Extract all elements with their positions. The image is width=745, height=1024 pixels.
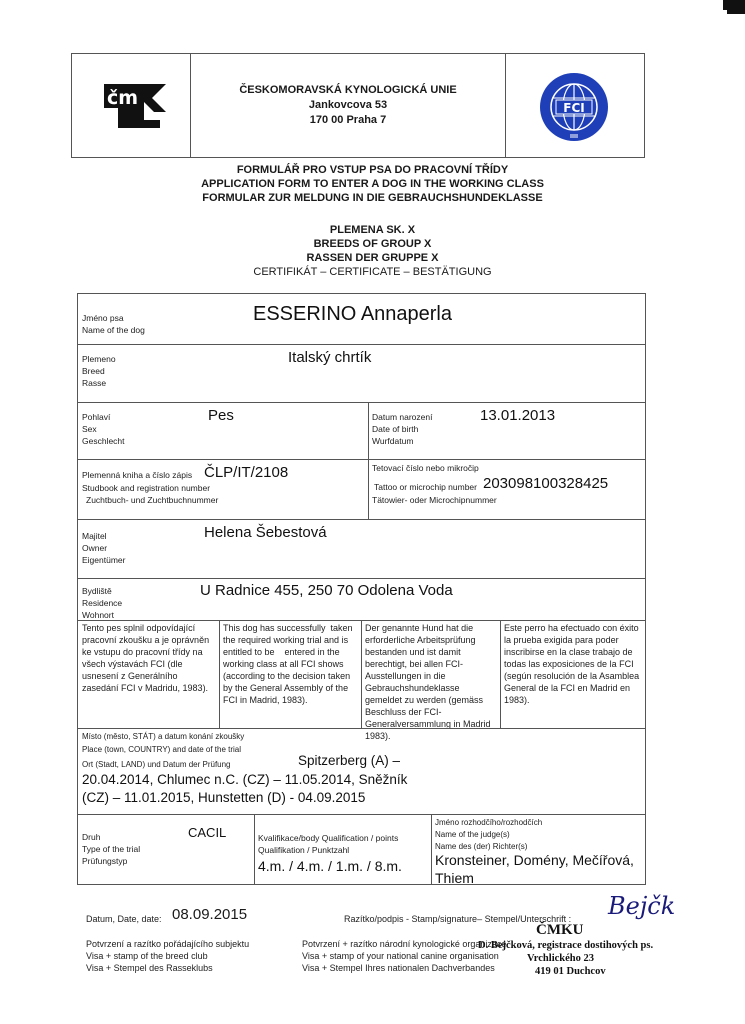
date-value: 08.09.2015 xyxy=(172,906,248,923)
main-form-table xyxy=(77,293,646,885)
national-org-visa-block: Potvrzení + razítko národní kynologické organizace Visa + stamp of your national canine organisation Visa + Stempel Ihres nationalen Dachverbandes xyxy=(302,939,507,973)
breed-row xyxy=(78,344,645,402)
trial-place-label-cz: Místo (město, STÁT) a datum konání zkoušky xyxy=(82,732,245,741)
residence-labels: Bydliště Residence Wohnort xyxy=(82,586,123,620)
group-en: BREEDS OF GROUP X xyxy=(313,238,432,250)
declaration-es: Este perro ha efectuado con éxito la prueba exigida para poder inscribirse en la clase trabajo de todas las exposiciones de la FCI (según resolución de la Asamblea General de la FCI en Madrid en 1983). xyxy=(504,623,640,705)
owner-labels: Majitel Owner Eigentümer xyxy=(82,531,126,565)
qualification-label-2: Qualifikation / Punktzahl xyxy=(258,845,350,855)
header-right-cell xyxy=(506,54,644,157)
stamp-line3: 419 01 Duchcov xyxy=(535,966,606,977)
studbook-chip-row xyxy=(78,459,645,519)
certificate-title: CERTIFIKÁT – CERTIFICATE – BESTÄTIGUNG xyxy=(253,266,492,278)
sex-labels: Pohlaví Sex Geschlecht xyxy=(82,412,125,446)
scan-corner-mark xyxy=(727,0,745,14)
stamp-signature-label: Razítko/podpis - Stamp/signature– Stempel/Unterschrift : xyxy=(344,914,572,924)
stamp-line2: Vrchlického 23 xyxy=(527,953,594,964)
trial-type-labels: Druh Type of the trial Prüfungstyp xyxy=(82,832,141,866)
trial-type-value: CACIL xyxy=(188,825,227,840)
trial-place-value-3: (CZ) – 11.01.2015, Hunstetten (D) - 04.09.2015 xyxy=(82,790,366,805)
studbook-label-en: Studbook and registration number xyxy=(82,483,211,493)
dob-value: 13.01.2013 xyxy=(480,407,556,424)
studbook-label-cz: Plemenná kniha a číslo zápis xyxy=(82,470,193,480)
group-de: RASSEN DER GRUPPE X xyxy=(306,252,439,264)
header-left-cell xyxy=(72,54,191,157)
org-address-line2: 170 00 Praha 7 xyxy=(309,114,387,126)
header-org-info xyxy=(191,54,506,157)
stamp-title: ČMKU xyxy=(536,922,584,938)
svg-text:čm: čm xyxy=(107,87,139,109)
group-title-block xyxy=(0,223,745,265)
declaration-en: This dog has successfully taken the required working trial and is entitled to be entered in the working class at all FCI shows (according to the decision taken by the General Assembly of the FCI in Madrid, 1983). xyxy=(223,623,356,705)
title-cz: FORMULÁŘ PRO VSTUP PSA DO PRACOVNÍ TŘÍDY xyxy=(236,164,509,176)
owner-value: Helena Šebestová xyxy=(204,524,327,541)
residence-value: U Radnice 455, 250 70 Odolena Voda xyxy=(200,582,453,599)
trial-place-value-1: Spitzerberg (A) – xyxy=(298,753,401,768)
trial-place-value-2: 20.04.2014, Chlumec n.C. (CZ) – 11.05.2014, Sněžník xyxy=(82,772,408,787)
chip-value: 203098100328425 xyxy=(483,475,609,492)
group-cz: PLEMENA SK. X xyxy=(329,224,416,236)
qualification-value: 4.m. / 4.m. / 1.m. / 8.m. xyxy=(258,858,402,874)
title-de: FORMULAR ZUR MELDUNG IN DIE GEBRAUCHSHUNDEKLASSE xyxy=(202,192,543,204)
judges-label-de: Name des (der) Richter(s) xyxy=(435,842,528,851)
declaration-de: Der genannte Hund hat die erforderliche Arbeitsprüfung bestanden und ist damit berechtigt, bei allen FCI-Ausstellungen in die Gebrauchshundeklasse gemeldet zu werden (gemäss Beschluss der FCI-Generalversammlung in Madrid 1983). xyxy=(365,623,491,741)
sex-dob-row xyxy=(78,402,645,459)
chip-label-cz: Tetovací číslo nebo mikročip xyxy=(372,463,479,473)
judges-value-1: Kronsteiner, Domény, Mečířová, xyxy=(435,852,634,868)
trial-place-row xyxy=(78,728,645,814)
form-title-block xyxy=(0,163,745,205)
trial-place-label-de: Ort (Stadt, LAND) und Datum der Prüfung xyxy=(82,760,231,769)
owner-row xyxy=(78,519,645,578)
cmku-logo-icon xyxy=(104,80,166,128)
header-table xyxy=(71,53,645,158)
judges-value-2: Thiem xyxy=(435,870,474,886)
judges-label-en: Name of the judge(s) xyxy=(435,830,510,839)
chip-label-de: Tätowier- oder Microchipnummer xyxy=(372,495,497,505)
dog-name-row xyxy=(78,294,645,344)
svg-text:FCI: FCI xyxy=(563,101,585,115)
breed-club-visa-block: Potvrzení a razítko pořádajícího subjektu Visa + stamp of the breed club Visa + Stempel des Rasseklubs xyxy=(86,939,250,973)
sex-value: Pes xyxy=(208,407,234,424)
org-address-line1: Jankovcova 53 xyxy=(308,99,388,111)
studbook-label-de: Zuchtbuch- und Zuchtbuchnummer xyxy=(86,495,219,505)
declaration-cz: Tento pes splnil odpovídající pracovní zkoušku a je oprávněn ke vstupu do pracovní třídy na všech výstavách FCI (dle usnesení z Generálního zasedání FCI v Madridu, 1983). xyxy=(82,623,210,693)
breed-labels: Plemeno Breed Rasse xyxy=(82,354,116,388)
handwritten-signature: Bejčk xyxy=(608,892,676,920)
dog-name-labels: Jméno psa Name of the dog xyxy=(82,313,145,335)
fci-logo-icon xyxy=(539,72,609,142)
chip-label-en: Tattoo or microchip number xyxy=(374,482,477,492)
breed-value: Italský chrtík xyxy=(288,349,372,366)
org-name: ČESKOMORAVSKÁ KYNOLOGICKÁ UNIE xyxy=(239,84,457,96)
title-en: APPLICATION FORM TO ENTER A DOG IN THE WORKING CLASS xyxy=(201,178,544,190)
residence-row xyxy=(78,578,645,620)
dob-labels: Datum narození Date of birth Wurfdatum xyxy=(372,412,433,446)
judges-label-cz: Jméno rozhodčího/rozhodčích xyxy=(435,818,543,827)
dog-name-value: ESSERINO Annaperla xyxy=(253,303,452,325)
date-label: Datum, Date, date: xyxy=(86,914,162,924)
qualification-label-1: Kvalifikace/body Qualification / points xyxy=(258,833,399,843)
trial-details-row xyxy=(78,814,645,884)
trial-place-label-en: Place (town, COUNTRY) and date of the trial xyxy=(82,745,242,754)
studbook-value: ČLP/IT/2108 xyxy=(204,464,289,481)
stamp-line1: D. Bejčková, registrace dostihových ps. xyxy=(478,940,654,951)
